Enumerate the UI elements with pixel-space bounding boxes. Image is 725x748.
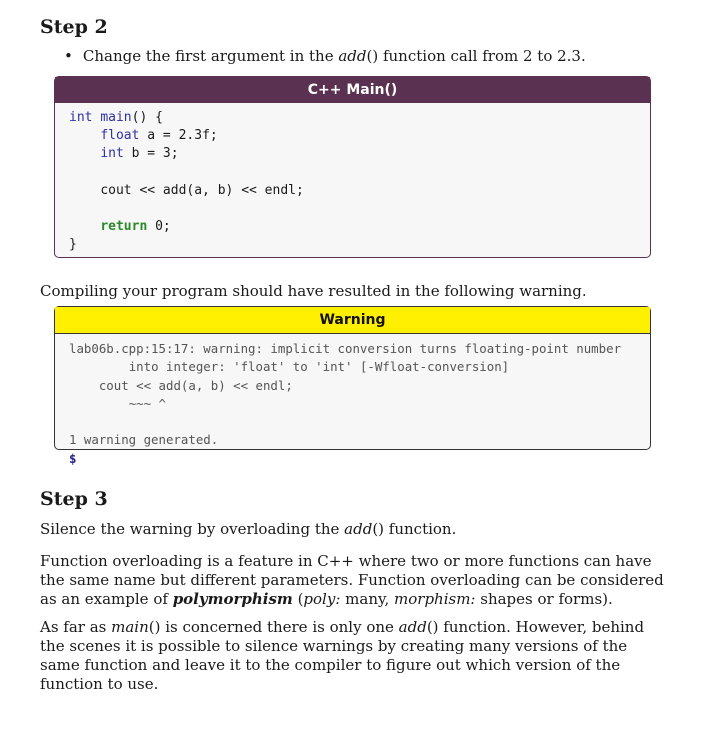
step2-bullet: • Change the first argument in the add() function call from 2 to 2.3. — [64, 47, 586, 65]
shell-prompt: $ — [69, 450, 77, 466]
step3-para3: As far as main() is concerned there is only one add() function. However, behind the scenes it is possible to silence warnings by creating many versions of the same function and leave it to the compiler to figure out which version of the function to use. — [40, 618, 645, 693]
code-box — [54, 76, 651, 258]
bullet-icon: • — [64, 47, 73, 65]
code-block: int main() { float a = 2.3f; int b = 3; cout << add(a, b) << endl; return 0; } — [69, 110, 304, 253]
code-box-title: C++ Main() — [55, 77, 650, 103]
step2-heading: Step 2 — [40, 16, 108, 38]
step3-para2: Function overloading is a feature in C++ where two or more functions can have the same name but different parameters. Function overloading can be considered as an example of polymorphism (poly: many, morphism: shapes or forms). — [40, 552, 664, 608]
warning-box — [54, 306, 651, 466]
step3-para1: Silence the warning by overloading the add() function. — [40, 520, 457, 538]
warning-output: lab06b.cpp:15:17: warning: implicit conversion turns floating-point number into integer: 'float' to 'int' [-Wfloat-conversion] cout << add(a, b) << endl; ~~~ ^ 1 warning generated. $ — [69, 341, 622, 466]
warning-box-title: Warning — [55, 307, 650, 334]
step3-heading: Step 3 — [40, 488, 108, 510]
polymorphism-term: polymorphism — [172, 590, 293, 608]
func-add: add — [338, 47, 367, 65]
compile-text: Compiling your program should have resulted in the following warning. — [40, 282, 587, 300]
